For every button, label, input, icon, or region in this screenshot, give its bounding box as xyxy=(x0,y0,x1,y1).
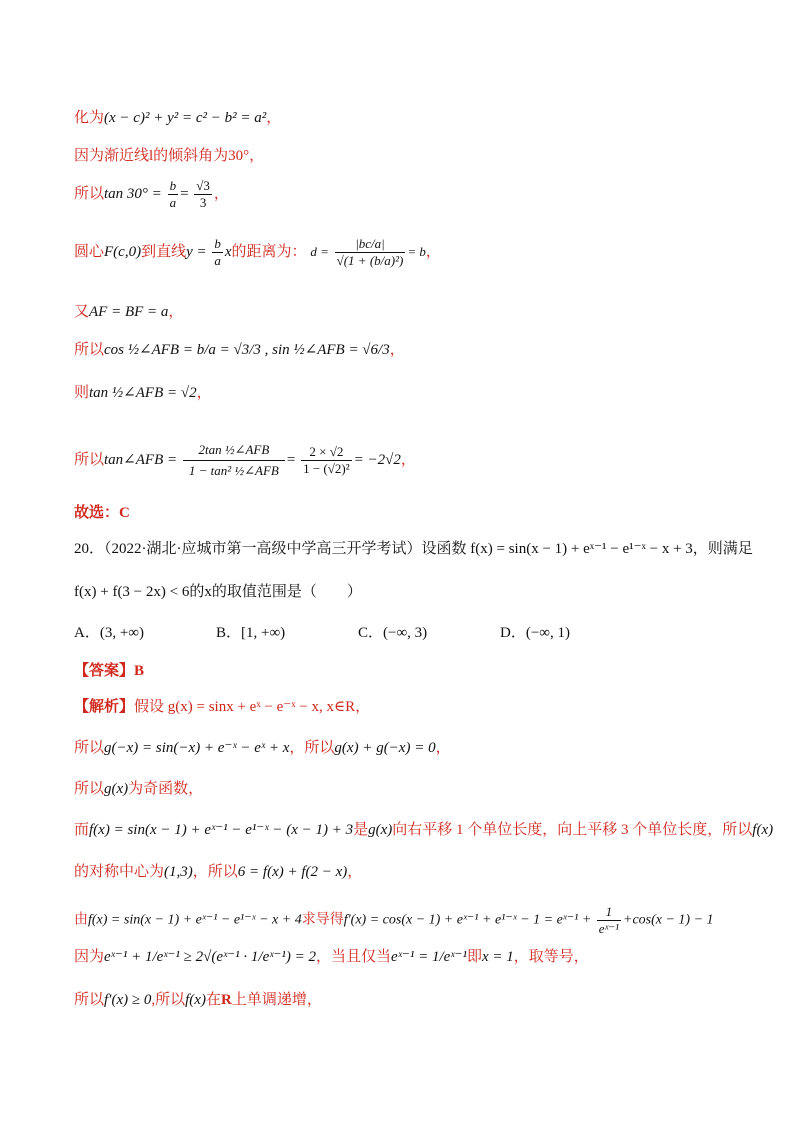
analysis-line-4: 而f(x) = sin(x − 1) + eˣ⁻¹ − e¹⁻ˣ − (x − 1) + 3是g(x)向右平移 1 个单位长度，向上平移 3 个单位长度，所以f(x) xyxy=(74,822,774,838)
text: 因为渐近线l的倾斜角为30°， xyxy=(74,148,265,164)
equation: F(c,0) xyxy=(104,243,142,260)
equation: 6 = f(x) + f(2 − x) xyxy=(237,864,348,880)
question-text: 20．（2022·湖北·应城市第一高级中学高三开学考试）设函数 f(x) = sin(x − 1) + eˣ⁻¹ − e¹⁻ˣ − x + 3，则满足 xyxy=(74,541,753,557)
options-row xyxy=(74,623,642,643)
fraction: $\frac{b}{a}$ xyxy=(169,178,177,210)
step-line-5: 又AF = BF = a， xyxy=(74,304,184,320)
option-d: D．(−∞, 1) xyxy=(500,625,570,641)
equation: (x − c)² + y² = c² − b² = a² xyxy=(104,110,267,126)
option-c: C．(−∞, 3) xyxy=(358,625,428,641)
answer xyxy=(74,661,144,681)
fraction: $\frac{2 \times √2}{\text{1 − (√2)²}}$ xyxy=(303,444,350,476)
equation: f(x) = sin(x − 1) + eˣ⁻¹ − e¹⁻ˣ − (x − 1) + 3 xyxy=(89,822,354,838)
answer-value: B xyxy=(134,663,145,679)
equation: d = xyxy=(310,243,329,259)
equation: f′(x) ≥ 0 xyxy=(104,992,152,1008)
equation: f(x) xyxy=(185,992,206,1008)
equation: AF = BF = a xyxy=(89,304,169,320)
fraction: $\frac{b}{a}$ xyxy=(214,236,221,268)
equation: cos ½∠AFB = b/a = √3/3 , sin ½∠AFB = √6/3 xyxy=(104,342,390,358)
step-line-6: 所以cos ½∠AFB = b/a = √3/3 , sin ½∠AFB = √6/3， xyxy=(74,342,405,358)
option-b: B．[1, +∞) xyxy=(216,625,286,641)
equation: f(x) = sin(x − 1) + eˣ⁻¹ − e¹⁻ˣ − x + 4 xyxy=(88,912,302,928)
equation: tan ½∠AFB = √2 xyxy=(89,385,197,401)
text: 所以 xyxy=(74,342,105,358)
text: 化为 xyxy=(74,110,105,126)
equation: g(x) + g(−x) = 0 xyxy=(334,740,436,756)
text: 则 xyxy=(74,385,90,401)
option-a: A．(3, +∞) xyxy=(74,625,144,641)
analysis-line-2: 所以g(−x) = sin(−x) + e⁻ˣ − eˣ + x，所以g(x) + g(−x) = 0， xyxy=(74,740,451,756)
punct: ， xyxy=(266,110,282,126)
question-20-line-2 xyxy=(74,582,362,602)
equation: (1,3) xyxy=(164,864,193,880)
step-line-7: 则tan ½∠AFB = √2， xyxy=(74,385,212,401)
equation: tan∠AFB = xyxy=(104,451,178,468)
fraction: $\frac{\text{2tan ½∠AFB}}{\text{1 − tan² ½∠AFB}}$ xyxy=(183,440,285,481)
equation: f′(x) = cos(x − 1) + eˣ⁻¹ + e¹⁻ˣ − 1 = eˣ⁻¹ + xyxy=(343,912,595,928)
analysis-line-7: 因为eˣ⁻¹ + 1/eˣ⁻¹ ≥ 2√(eˣ⁻¹ · 1/eˣ⁻¹) = 2，当且仅当eˣ⁻¹ = 1/eˣ⁻¹即x = 1，取等号， xyxy=(74,949,589,965)
equation: g(−x) = sin(−x) + e⁻ˣ − eˣ + x xyxy=(104,740,290,756)
analysis-line-8: 所以f′(x) ≥ 0,所以f(x)在R上单调递增， xyxy=(74,992,322,1008)
text: 圆心 xyxy=(74,243,105,260)
step-line-1 xyxy=(74,108,281,128)
answer-label: 【答案】 xyxy=(74,663,135,679)
analysis-label: 【解析】 xyxy=(74,699,135,715)
text: 又 xyxy=(74,304,90,320)
equation: eˣ⁻¹ + 1/eˣ⁻¹ ≥ 2√(eˣ⁻¹ · 1/eˣ⁻¹) = 2 xyxy=(104,949,317,965)
equation: eˣ⁻¹ = 1/eˣ⁻¹ xyxy=(391,949,467,965)
question-text: f(x) + f(3 − 2x) < 6的x的取值范围是（ ） xyxy=(74,584,362,600)
text: 故选：C xyxy=(74,505,130,521)
analysis-line-3: 所以g(x)为奇函数， xyxy=(74,781,204,797)
fraction: $\frac{√3}{3}$ xyxy=(196,178,210,210)
step-line-8: 所以tan∠AFB = $\frac{\text{2tan ½∠AFB}}{\text{1 − tan² ½∠AFB}}$ = $\frac{2 \times √2}{\text{1 − (√2)²}}$ = −2√2， xyxy=(74,440,416,481)
conclusion xyxy=(74,503,130,523)
analysis-line-6: 由f(x) = sin(x − 1) + eˣ⁻¹ − e¹⁻ˣ − x + 4求导得f′(x) = cos(x − 1) + eˣ⁻¹ + e¹⁻ˣ − 1 = eˣ⁻¹ + $\frac{1}{\text{eˣ⁻¹}}$ +cos(x − 1) − 1 xyxy=(74,904,714,936)
question-20-line-1 xyxy=(74,539,753,559)
text: 所以 xyxy=(74,451,105,468)
analysis-line-1 xyxy=(74,697,370,717)
equation: tan 30° = xyxy=(104,185,162,202)
fraction: $\frac{|bc/a|}{\text{√(1 + (b/a)²)}}$ xyxy=(336,236,404,268)
text: 假设 g(x) = sinx + eˣ − e⁻ˣ − x, x∈R， xyxy=(134,699,371,715)
text: 所以 xyxy=(74,185,105,202)
analysis-line-5: 的对称中心为(1,3)，所以6 = f(x) + f(2 − x)， xyxy=(74,864,363,880)
fraction: $\frac{1}{\text{eˣ⁻¹}}$ xyxy=(598,904,619,936)
equation: g(x) xyxy=(104,781,129,797)
step-line-4: 圆心F(c,0)到直线y = $\frac{b}{a}$ x的距离为： d = $\frac{|bc/a|}{\text{√(1 + (b/a)²)}}$ = b， xyxy=(74,236,441,268)
step-line-2 xyxy=(74,146,264,166)
step-line-3: 所以tan 30° = $\frac{b}{a}$ = $\frac{√3}{3}$ ， xyxy=(74,178,229,210)
